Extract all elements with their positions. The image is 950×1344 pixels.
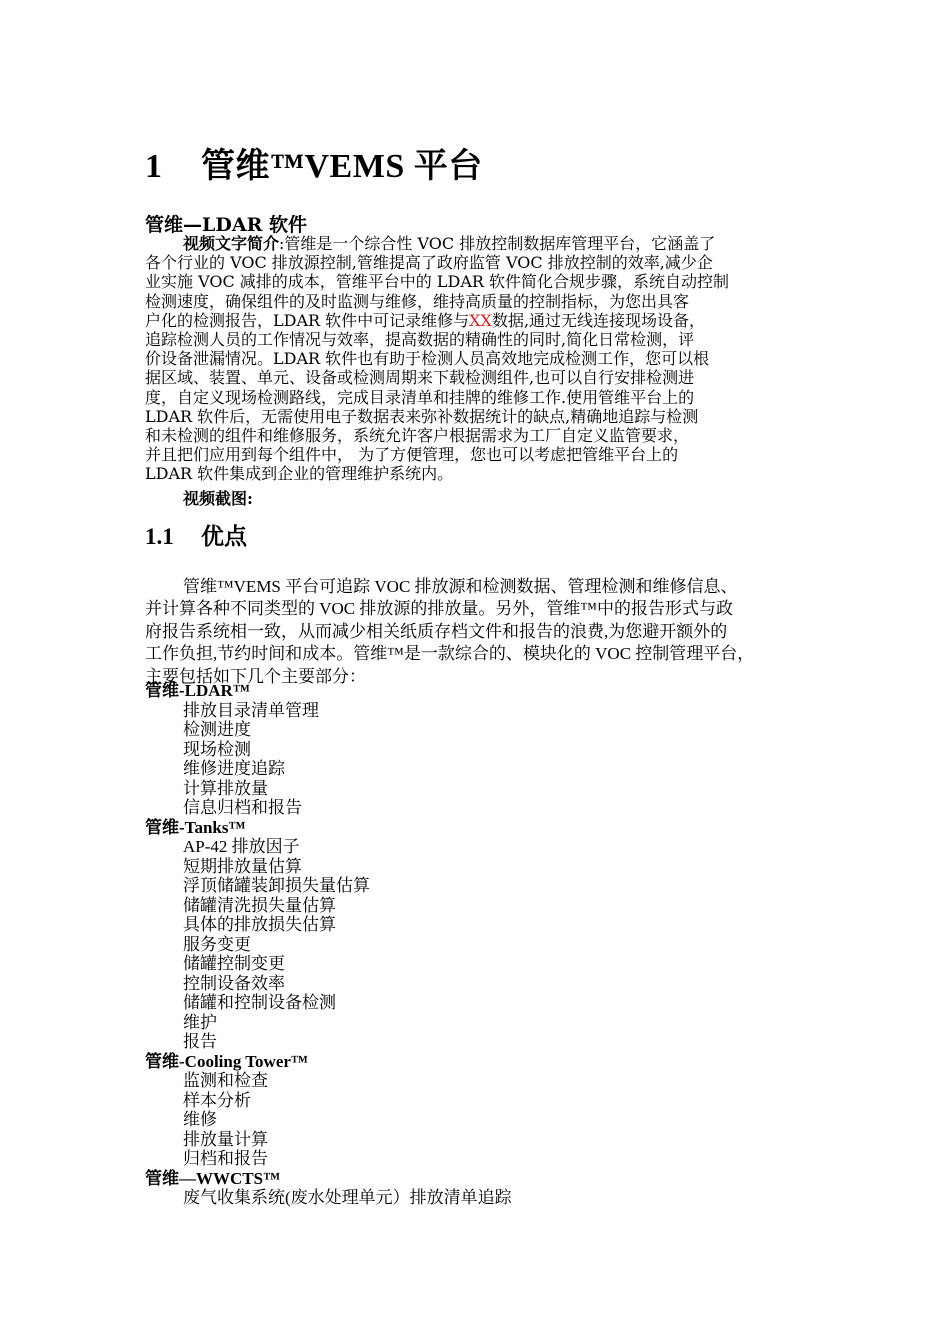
module-list-item: 排放目录清单管理	[183, 700, 319, 720]
para-line: 工作负担,节约时间和成本。管维™是一款综合的、模块化的 VOC 控制管理平台，	[145, 644, 755, 664]
module-list-item: 监测和检查	[183, 1071, 268, 1090]
intro-line: 户化的检测报告，LDAR 软件中可记录维修与XX数据,通过无线连接现场设备，	[145, 310, 706, 330]
section-number: 1.1	[145, 524, 174, 549]
module-list-item: 具体的排放损失估算	[183, 915, 336, 934]
module-list-item: 排放量计算	[183, 1129, 268, 1149]
intro-line: 和未检测的组件和维修服务，系统允许客户根据需求为工厂自定义监管要求，	[145, 426, 690, 446]
module-list-item: 现场检测	[183, 739, 251, 759]
module-list-item: 服务变更	[183, 934, 251, 954]
intro-line: 价设备泄漏情况。LDAR 软件也有助于检测人员高效地完成检测工作，您可以根	[145, 349, 710, 369]
module-list-item: 样本分析	[183, 1090, 251, 1110]
module-list-item: 归档和报告	[183, 1149, 268, 1168]
module-list-item: 信息归档和报告	[183, 798, 302, 817]
video-intro-paragraph	[145, 234, 810, 484]
module-list-item: AP-42 排放因子	[183, 837, 300, 856]
chapter-title: 管维™VEMS 平台	[201, 148, 483, 185]
module-list-item: 检测进度	[183, 720, 251, 739]
section-heading	[145, 518, 247, 551]
screenshot-label: 视频截图:	[183, 489, 253, 508]
intro-line: 并且把们应用到每个组件中， 为了方便管理，您也可以考虑把管维平台上的	[145, 445, 679, 465]
intro-line: 各个行业的 VOC 排放源控制,管维提高了政府监管 VOC 排放控制的效率,减少企	[145, 253, 713, 273]
intro-line: 据区域、装置、单元、设备或检测周期来下载检测组件,也可以自行安排检测进	[145, 368, 695, 388]
intro-line: 度，自定义现场检测路线，完成目录清单和挂牌的维修工作.使用管维平台上的	[145, 387, 695, 407]
module-list-item: 计算排放量	[183, 778, 268, 798]
section-title: 优点	[201, 524, 247, 549]
module-group-title: 管维—WWCTS™	[145, 1168, 281, 1188]
intro-line: 追踪检测人员的工作情况与效率，提高数据的精确性的同时,简化日常检测，评	[145, 330, 695, 350]
module-list-item: 储罐控制变更	[183, 954, 285, 973]
module-list-item: 浮顶储罐装卸损失量估算	[183, 876, 370, 895]
para-line: 主要包括如下几个主要部分：	[145, 666, 366, 686]
module-list	[145, 681, 810, 1208]
intro-line: LDAR 软件集成到企业的管理维护系统内。	[145, 464, 454, 484]
module-list-item: 报告	[183, 1032, 217, 1051]
intro-line: 检测速度，确保组件的及时监测与维修，维持高质量的控制指标，为您出具客	[145, 291, 690, 311]
intro-line: 视频文字简介:管维是一个综合性 VOC 排放控制数据库管理平台，它涵盖了	[183, 234, 716, 253]
module-list-item: 废气收集系统(废水处理单元）排放清单追踪	[183, 1188, 512, 1207]
module-list-item: 控制设备效率	[183, 973, 285, 993]
para-line: 并计算各种不同类型的 VOC 排放源的排放量。另外，管维™中的报告形式与政	[145, 599, 734, 619]
chapter-number: 1	[145, 148, 163, 185]
module-list-item: 维修	[183, 1110, 217, 1129]
para-line: 管维™VEMS 平台可追踪 VOC 排放源和检测数据、管理检测和维修信息、	[183, 577, 738, 596]
module-list-item: 维修进度追踪	[183, 759, 285, 778]
module-list-item: 维护	[183, 1012, 217, 1032]
chapter-heading	[145, 138, 483, 187]
module-list-item: 短期排放量估算	[183, 856, 302, 876]
intro-lead-label: 视频文字简介	[183, 234, 280, 253]
red-placeholder-text: XX	[469, 310, 492, 330]
para-line: 府报告系统相一致，从而减少相关纸质存档文件和报告的浪费,为您避开额外的	[145, 621, 728, 641]
intro-line: 业实施 VOC 减排的成本，管维平台中的 LDAR 软件简化合规步骤，系统自动控制	[145, 272, 730, 292]
module-list-item: 储罐和控制设备检测	[183, 993, 336, 1012]
software-subheading: 管维—LDAR 软件	[145, 214, 307, 236]
module-group-title: 管维-Tanks™	[145, 817, 246, 837]
module-list-item: 储罐清洗损失量估算	[183, 895, 336, 915]
advantages-paragraph	[145, 576, 810, 688]
intro-line: LDAR 软件后，无需使用电子数据表来弥补数据统计的缺点,精确地追踪与检测	[145, 406, 699, 426]
module-group-title: 管维-LDAR™	[145, 681, 250, 700]
module-group-title: 管维-Cooling Tower™	[145, 1051, 308, 1071]
